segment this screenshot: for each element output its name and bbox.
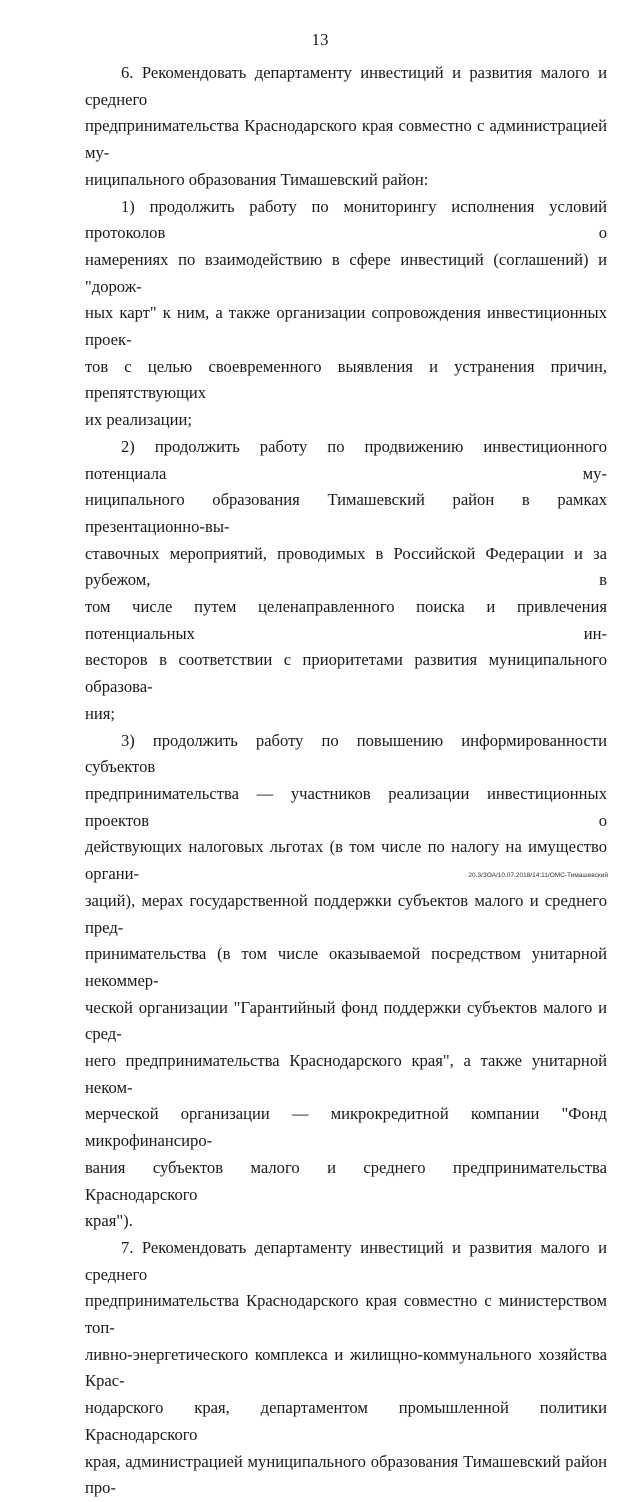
text-line: края, администрацией муниципального образования Тимашевский район про- bbox=[85, 1451, 607, 1498]
text-line: намерениях по взаимодействию в сфере инвестиций (соглашений) и "дорож- bbox=[85, 249, 607, 296]
text-line: 1) продолжить работу по мониторингу исполнения условий протоколов о bbox=[85, 196, 607, 243]
text-line: заций), мерах государственной поддержки субъектов малого и среднего пред- bbox=[85, 890, 607, 937]
page-number: 13 bbox=[311, 30, 329, 49]
text-line: 2) продолжить работу по продвижению инвестиционного потенциала му- bbox=[85, 436, 607, 483]
paragraph bbox=[85, 728, 607, 1235]
text-line: весторов в соответствии с приоритетами развития муниципального образова- bbox=[85, 650, 607, 697]
text-line: принимательства (в том числе оказываемой посредством унитарной некоммер- bbox=[85, 944, 607, 990]
paragraph bbox=[85, 60, 607, 194]
text-line: него предпринимательства Краснодарского края", а также унитарной неком- bbox=[85, 1051, 607, 1097]
text-line: вания субъектов малого и среднего предпринимательства Краснодарского bbox=[85, 1157, 607, 1204]
text-line: ческой организации "Гарантийный фонд поддержки субъектов малого и сред- bbox=[85, 997, 607, 1044]
text-line: ниципального образования Тимашевский район в рамках презентационно-вы- bbox=[85, 490, 607, 536]
text-line: 3) продолжить работу по повышению информированности субъектов bbox=[85, 730, 607, 777]
text-line: 7. Рекомендовать департаменту инвестиций и развития малого и среднего bbox=[85, 1237, 607, 1284]
text-line: их реализации; bbox=[85, 410, 193, 430]
text-line: том числе путем целенаправленного поиска и привлечения потенциальных ин- bbox=[85, 597, 607, 643]
text-line: тов с целью своевременного выявления и устранения причин, препятствующих bbox=[85, 356, 607, 403]
text-line: 6. Рекомендовать департаменту инвестиций и развития малого и среднего bbox=[85, 63, 607, 109]
text-line: предпринимательства Краснодарского края совместно с администрацией му- bbox=[85, 116, 607, 163]
document-body bbox=[85, 60, 607, 1502]
text-line: мерческой организации — микрокредитной компании "Фонд микрофинансиро- bbox=[85, 1104, 607, 1151]
text-line: ниципального образования Тимашевский район: bbox=[85, 169, 429, 189]
paragraph bbox=[85, 194, 607, 434]
text-line: ных карт" к ним, а также организации сопровождения инвестиционных проек- bbox=[85, 303, 607, 350]
text-line: нодарского края, департаментом промышленной политики Краснодарского bbox=[85, 1398, 607, 1444]
text-line: края"). bbox=[85, 1211, 133, 1231]
footer-stamp: 20.3/ЗОА/10.07.2018/14:11/ОМС-Тимашевский bbox=[468, 872, 608, 879]
text-line: ливно-энергетического комплекса и жилищно-коммунального хозяйства Крас- bbox=[85, 1344, 607, 1391]
paragraph bbox=[85, 1235, 607, 1502]
paragraph bbox=[85, 434, 607, 728]
text-line: ния; bbox=[85, 703, 116, 723]
text-line: предпринимательства Краснодарского края совместно с министерством топ- bbox=[85, 1291, 607, 1338]
text-line: действующих налоговых льготах (в том числе по налогу на имущество органи- bbox=[85, 837, 607, 884]
text-line: предпринимательства — участников реализации инвестиционных проектов о bbox=[85, 783, 607, 830]
text-line: ставочных мероприятий, проводимых в Российской Федерации и за рубежом, в bbox=[85, 543, 607, 590]
